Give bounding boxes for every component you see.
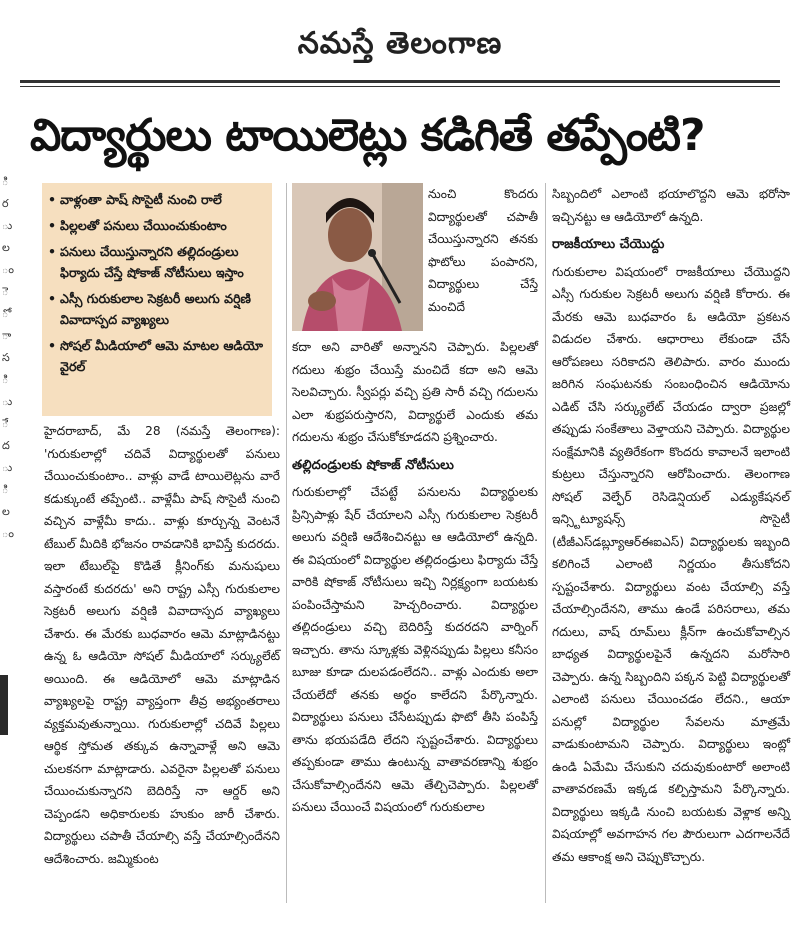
edge-glyph: ం <box>2 527 14 540</box>
highlight-text: పిల్లలతో పనులు చేయించుకుంటాం <box>60 218 227 233</box>
subheading-politics: రాజకీయాలు చేయొద్దు <box>552 237 665 252</box>
article-column-3 <box>552 183 790 868</box>
article-column-1 <box>44 420 280 870</box>
adjacent-photo-edge <box>0 675 8 735</box>
highlight-item <box>48 241 268 283</box>
edge-glyph: ర <box>2 197 9 210</box>
highlight-text: ఎస్సీ గురుకులాల సెక్రటరీ అలుగు వర్షిణి వివాదాస్పద వ్యాఖ్యలు <box>60 291 251 327</box>
edge-glyph: ి <box>2 483 9 496</box>
column-2-text-2: గురుకులాల్లో చేపట్టే పనులను విద్యార్థులకు ప్రిన్సిపాళ్లు షేర్ చేయాలని ఎస్సీ గురుకులాల సెక్రటరీ అలుగు వర్షిణి ఆదేశించినట్టు ఆ ఆడియోలో ఉన్నది. ఈ విషయంలో విద్యార్థుల తల్లిదండ్రులు ఫిర్యాదు చేస్తే వారికి షోకాజ్ నోటీసులు ఇచ్చి నిర్లక్ష్యంగా బయటకు పంపించేస్తామని హెచ్చరించారు. విద్యార్థుల తల్లిదండ్రులు వచ్చి బెదిరిస్తే కుదరదని వార్నింగ్ ఇచ్చారు. తాను స్కూళ్లకు వెళ్లినప్పుడు పిల్లలు కనీసం బూజు కూడా దులపడంలేదని.. వాళ్లు ఎందుకు అలా చేయలేదో తనకు అర్థం కాలేదని పేర్కొన్నారు. విద్యార్థులు పనులు చేసేటప్పుడు ఫొటో తీసి పంపిస్తే తాను భయపడేది లేదని స్పష్టంచేశారు. విద్యార్థులు తప్పకుండా తాము ఉంటున్న వాతావరణాన్ని శుభ్రం చేసుకోవాల్సిందేనని ఆమె తేల్చిచెప్పారు. పిల్లలతో పనులు చేయించే విషయంలో గురుకులాల <box>292 485 538 814</box>
highlight-item <box>48 335 268 377</box>
bullet-icon: • <box>48 291 57 306</box>
subheading-showcause: తల్లిదండ్రులకు షోకాజ్ నోటీసులు <box>292 457 454 473</box>
edge-glyph: స <box>2 351 10 364</box>
column-2-text: కదా అని వారితో అన్నానని చెప్పారు. పిల్లలతో గదులు శుభ్రం చేయిస్తే మంచిదే కదా అని ఆమె సెలవిచ్చారు. స్వీపర్లు వచ్చి ప్రతి సారీ వచ్చి గదులను ఎలా శుభ్రపరుస్తారని, విద్యార్థులే ఎందుకు తమ గదులను శుభ్రం చేసుకోకూడదని ప్రశ్నించారు. <box>292 340 538 444</box>
edge-glyph: ా <box>2 329 12 342</box>
masthead-rule <box>20 80 780 83</box>
edge-glyph: ో <box>2 307 9 320</box>
edge-glyph: ు <box>2 395 13 408</box>
bullet-icon: • <box>48 218 57 233</box>
highlight-text: వాళ్లంతా పాష్ సొసైటీ నుంచి రాలే <box>60 192 222 207</box>
edge-glyph: ం <box>2 263 14 276</box>
edge-glyph: ి <box>2 175 9 188</box>
portrait-photo <box>292 183 423 331</box>
column-3-top-text: సిబ్బందిలో ఎలాంటి భయాలొద్దని ఆమె భరోసా ఇచ్చినట్టు ఆ ఆడియోలో ఉన్నది. <box>552 187 790 224</box>
edge-glyph: ే <box>2 417 9 430</box>
edge-glyph: ు <box>2 219 13 232</box>
highlight-text: పనులు చేయిస్తున్నారని తల్లిదండ్రులు ఫిర్యాదు చేస్తే షోకాజ్ నోటీసులు ఇస్తాం <box>60 244 244 280</box>
edge-glyph: ు <box>2 461 13 474</box>
edge-glyph: ద <box>2 439 10 452</box>
highlight-item <box>48 288 268 330</box>
edge-glyph: ె <box>2 285 9 298</box>
edge-glyph: ి <box>2 373 9 386</box>
article-column-2 <box>292 336 538 819</box>
speaker-portrait-image <box>292 183 423 331</box>
newspaper-name: నమస్తే తెలంగాణ <box>297 26 503 61</box>
edge-glyph: ల <box>2 505 10 518</box>
highlights-box <box>42 183 272 416</box>
highlight-text: సోషల్ మీడియాలో ఆమె మాటల ఆడియో వైరల్ <box>60 338 263 374</box>
masthead-rule-thin <box>20 86 780 87</box>
bullet-icon: • <box>48 244 57 259</box>
bullet-icon: • <box>48 338 57 353</box>
bullet-icon: • <box>48 192 57 207</box>
highlight-item <box>48 189 268 210</box>
edge-glyph: ల <box>2 241 10 254</box>
article-column-2-top <box>428 183 538 318</box>
column-rule <box>286 183 287 903</box>
column-rule <box>545 183 546 903</box>
highlight-item <box>48 215 268 236</box>
masthead <box>0 0 800 70</box>
column-3-text: గురుకులాల విషయంలో రాజకీయాలు చేయొద్దని ఎస్సీ గురుకుల సెక్రటరీ అలుగు వర్షిణి కోరారు. ఈ మేరకు ఆమె బుధవారం ఓ ఆడియో ప్రకటన విడుదల చేశారు. ఆధారాలు లేకుండా చేసే ఆరోపణలు సరికాదని తెలిపారు. వారం ముందు జరిగిన సంఘటనకు సంబంధించిన ఆడియోను ఎడిట్ చేసి సర్క్యులేట్ చేయడం ద్వారా ప్రజల్లో తప్పుడు సంకేతాలు వెళ్తాయని చెప్పారు. విద్యార్థుల సంక్షేమానికి వ్యతిరేకంగా కొందరు కావాలనే ఇలాంటి కుట్రలు చేస్తున్నారని ఆరోపించారు. తెలంగాణ సోషల్ వెల్ఫేర్ రెసిడెన్షియల్ ఎడ్యుకేషనల్ ఇన్స్టిట్యూషన్స్ సొసైటీ (టీజీఎస్‌డబ్ల్యూఆర్ఈఐఎస్) విద్యార్థులకు ఇబ్బంది కలిగించే ఎలాంటి నిర్ణయం తీసుకోదని స్పష్టంచేశారు. విద్యార్థులు వంట చేయాల్సి వస్తే చేయాల్సిందేనని, తాము ఉండే పరిసరాలు, తమ గదులు, వాష్ రూమ్‌లు క్లీన్‌గా ఉంచుకోవాల్సిన బాధ్యత విద్యార్థులపైనే ఉన్నదని మరోసారి చెప్పారు. ఉన్న సిబ్బందిని పక్కన పెట్టి విద్యార్థులతో ఎలాంటి పనులు చేయించడం లేదని., ఆయా పనుల్లో విద్యార్థుల సేవలను మాత్రమే వాడుకుంటామని చెప్పారు. విద్యార్థులు ఇంట్లో ఉండి ఏమేమి చేసుకుని చదువుకుంటారో అలాంటి వాతావరణమే ఇక్కడ కల్పిస్తామని పేర్కొన్నారు. విద్యార్థులు ఇక్కడి నుంచి బయటకు వెళ్లాక అన్ని విషయాల్లో అవగాహన గల పౌరులుగా ఎదగాలనేదే తమ ఆకాంక్ష అని చెప్పుకొచ్చారు. <box>552 264 790 864</box>
headline: విద్యార్థులు టాయిలెట్లు కడిగితే తప్పేంటి? <box>30 110 705 161</box>
column-1-text: హైదరాబాద్, మే 28 (నమస్తే తెలంగాణ): 'గురుకులాల్లో చదివే విద్యార్థులతో పనులు చేయించుకుంటాం.. వాళ్లు వాడే టాయిలెట్లను వారే కడుక్కుంటే తప్పేంటి.. వాళ్లేమీ పాష్ సొసైటీ నుంచి వచ్చిన వాళ్లేమీ కాదు.. వాళ్లు కూర్చున్న వెంటనే టేబుల్ మీదికి భోజనం రావడానికి భావిస్తే కుదరదు. ఇలా టేబుల్‌పై కొడితే క్లీనింగ్‌కు మనుషులు వస్తారంటే కుదరదు' అని రాష్ట్ర ఎస్సీ గురుకులాల సెక్రటరీ అలుగు వర్షిణి వివాదాస్పద వ్యాఖ్యలు చేశారు. ఈ మేరకు బుధవారం ఆమె మాట్లాడినట్టు ఉన్న ఓ ఆడియో సోషల్ మీడియాలో సర్క్యులేట్ అయింది. ఈ ఆడియోలో ఆమె మాట్లాడిన వ్యాఖ్యలపై రాష్ట్ర వ్యాప్తంగా తీవ్ర అభ్యంతరాలు వ్యక్తమవుతున్నాయి. గురుకులాల్లో చదివే పిల్లలు ఆర్థిక స్తోమత తక్కువ ఉన్నావాళ్లే అని ఆమె చులకనగా మాట్లాడారు. ఎవరైనా పిల్లలతో పనులు చేయించుకున్నారని బెదిరిస్తే నా ఆర్డర్ అని చెప్పండని అధికారులకు హుకుం జారీ చేశారు. విద్యార్థులు చపాతీ చేయాల్సి వస్తే చేయాల్సిందేనని ఆదేశించారు. జమ్మికుంట <box>44 424 280 866</box>
adjacent-article-edge <box>0 100 14 900</box>
column-2-top-text: నుంచి కొందరు విద్యార్థులతో చపాతీ చేయిస్తున్నారని తనకు ఫొటోలు పంపారని, విద్యార్థులు చేస్తే మంచిదే <box>428 187 538 314</box>
